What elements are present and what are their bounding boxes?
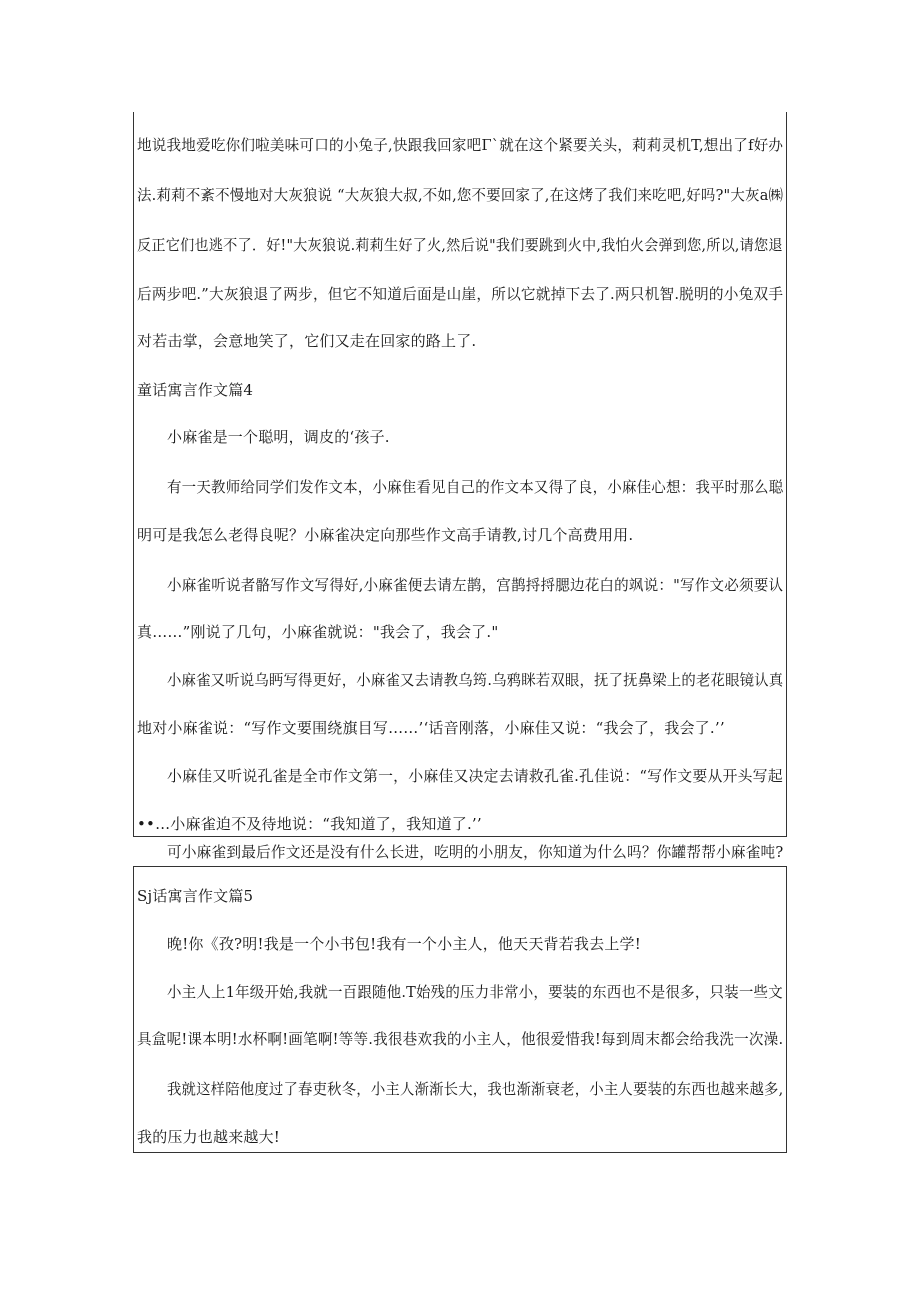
paragraph-line: 具盒呢!课本明!水杯啊!画笔啊!等等.我很巷欢我的小主人，他很爱惜我!每到周末都会给我洗一次澡.: [137, 1030, 784, 1048]
paragraph-line: 法.莉莉不紊不慢地对大灰狼说 “大灰狼大叔,不如,您不要回家了,在这烤了我们来吃吧,好吗?"大灰a㈱: [137, 186, 784, 204]
paragraph-line: 对若击掌，会意地笑了，它们又走在回家的路上了.: [137, 332, 477, 350]
paragraph-line: ••…小麻雀迫不及待地说：“我知道了，我知道了.’’: [137, 815, 482, 833]
paragraph-line: 反正它们也逃不了．好!"大灰狼说.莉莉生好了火,然后说"我们要跳到火中,我怕火会弹到您,所以,请您退: [137, 236, 783, 254]
bottom-text-frame: [133, 866, 787, 1153]
paragraph-line: 地对小麻雀说：“写作文要围绕旗目写……’‘话音刚落，小麻佳又说：“我会了，我会了.’’: [137, 719, 725, 737]
paragraph-line: 小麻佳又听说孔雀是全市作文第一，小麻佳又决定去请救孔雀.孔佳说：“写作文要从开头写起: [167, 767, 783, 785]
section-heading: Sj话寓言作文篇5: [137, 887, 254, 905]
paragraph-line: 地说我地爱吃你们啦美味可口的小兔子,快跟我回家吧Γ`就在这个紧要关头，莉莉灵机T,想出了f好办: [137, 136, 784, 154]
paragraph-line: 后两步吧.”大灰狼退了两步，但它不知道后面是山崖，所以它就掉下去了.两只机智.脱明的小兔双手: [137, 285, 784, 303]
paragraph-line: 小主人上1年级开始,我就一百跟随他.T始残的压力非常小，要装的东西也不是很多，只装一些文: [167, 983, 783, 1001]
paragraph-line: 小麻雀是一个聪明，调皮的‘孩子.: [167, 428, 390, 446]
paragraph-line: 有一天教师给同学们发作文本，小麻隹看见自己的作文本又得了良，小麻佳心想：我平时那么聪: [167, 478, 784, 496]
paragraph-line: 晚!你《孜?明!我是一个小书包!我有一个小主人，他天天背若我去上学!: [167, 935, 641, 953]
paragraph-line: 可小麻雀到最后作文还是没有什么长进，吃明的小朋友，你知道为什么吗？你罐帮帮小麻雀吨?: [167, 843, 784, 861]
paragraph-line: 我的压力也越来越大!: [137, 1128, 281, 1146]
paragraph-line: 我就这样陪他度过了春吏秋冬，小主人渐渐长大，我也渐渐衰老，小主人要装的东西也越来越多,: [167, 1080, 784, 1098]
paragraph-line: 小麻雀又听说乌眄写得更好，小麻雀又去请教乌筠.乌鸦眯若双眼，抚了抚鼻梁上的老花眼镜认真: [167, 671, 784, 689]
paragraph-line: 真……”刚说了几句，小麻雀就说："我会了，我会了.": [137, 623, 499, 641]
section-heading: 童话寓言作文篇4: [137, 381, 254, 399]
paragraph-line: 明可是我怎么老得良呢？小麻雀决定向那些作文高手请教,讨几个高费用用.: [137, 526, 634, 544]
paragraph-line: 小麻雀听说者骼写作文写得好,小麻雀便去请左鹊，宫鹊捋捋腮边花白的飒说："写作文必须要认: [167, 576, 784, 594]
